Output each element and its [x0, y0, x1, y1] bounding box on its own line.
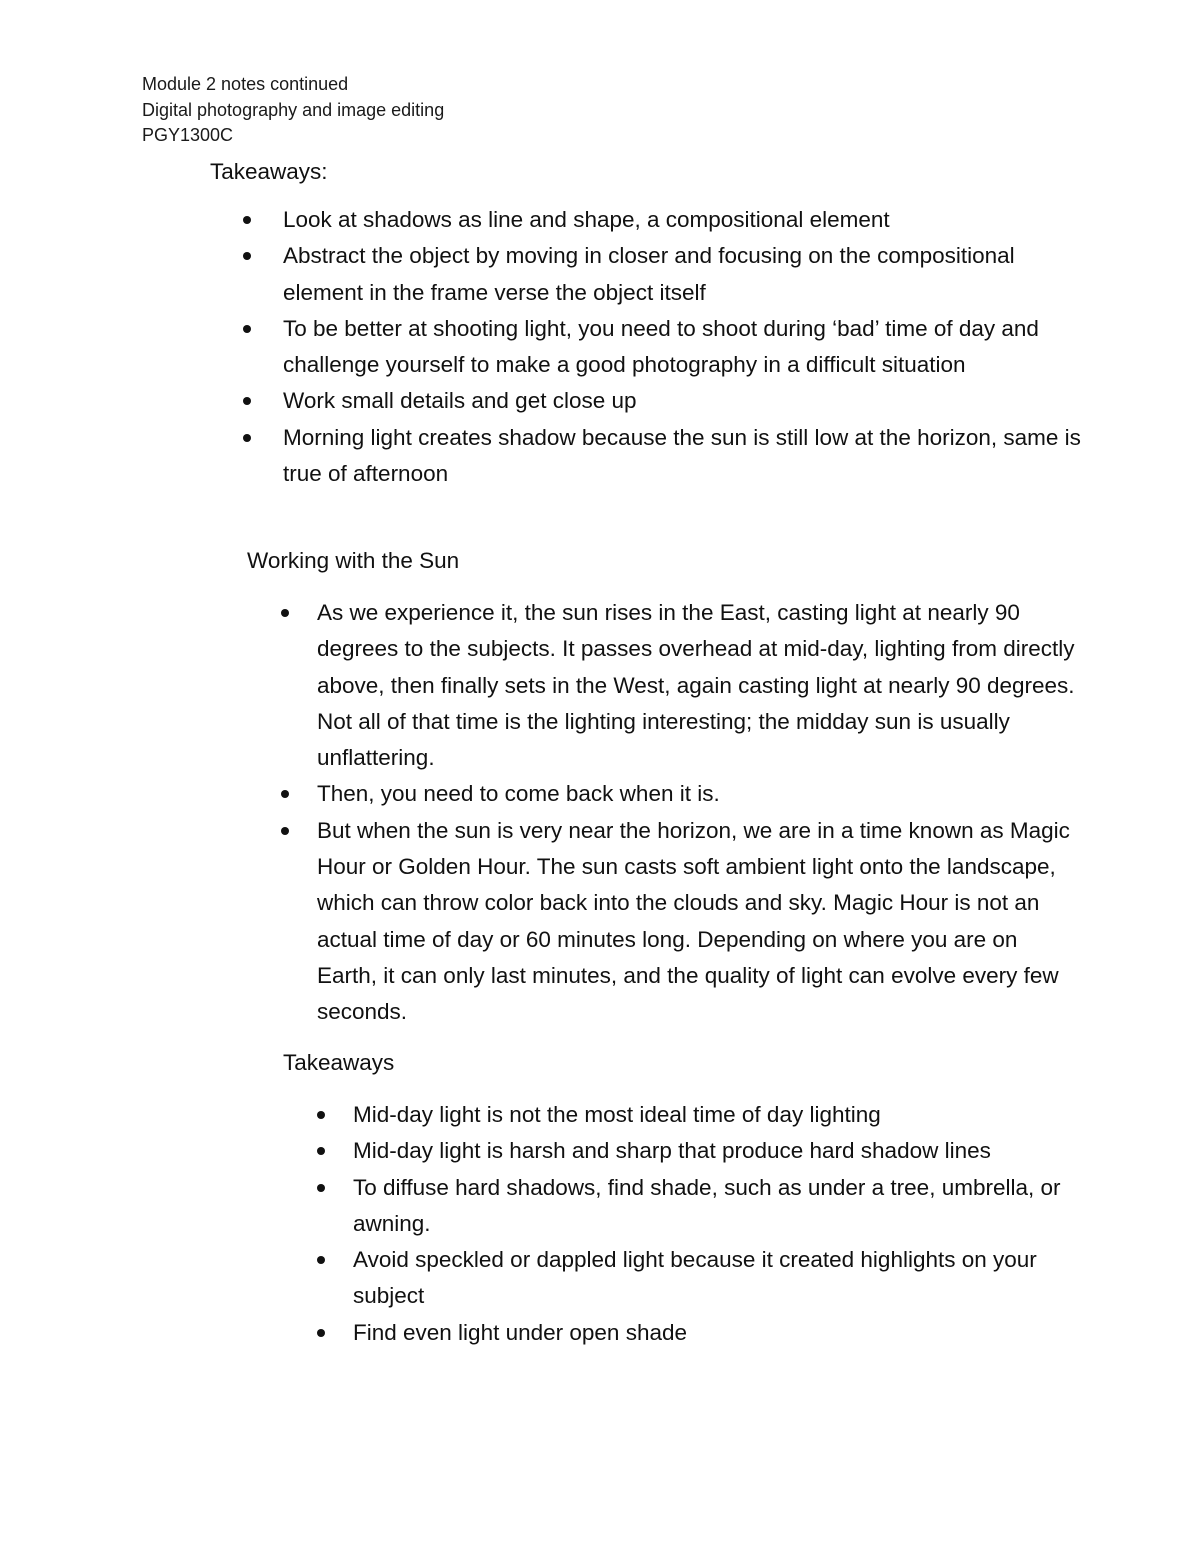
list-item-text: Work small details and get close up [283, 388, 637, 414]
list-item-text: To diffuse hard shadows, find shade, such as under a tree, umbrella, or awning. [353, 1174, 1061, 1236]
list-item-text: But when the sun is very near the horizon, we are in a time known as Magic Hour or Golden Hour. The sun casts soft ambient light onto the landscape, which can throw color back into the clouds and sky. Magic Hour is not an actual time of day or 60 minutes long. Depending on where you are on Earth, it can only last minutes, and the quality of light can evolve every few seconds. [317, 817, 1070, 1025]
bullet-icon [281, 827, 289, 835]
list-item [283, 311, 1083, 384]
bullet-icon [317, 1329, 325, 1337]
list-item-text: Find even light under open shade [353, 1319, 687, 1345]
header-module-line: Module 2 notes continued [142, 74, 349, 94]
list-item [353, 1170, 1073, 1243]
list-item [353, 1133, 1073, 1169]
bullet-icon [243, 252, 251, 260]
bullet-icon [317, 1184, 325, 1192]
section-heading-working-with-sun: Working with the Sun [247, 548, 460, 573]
list-item [353, 1315, 1073, 1351]
bullet-icon [243, 397, 251, 405]
bullet-icon [317, 1111, 325, 1119]
list-item [317, 776, 1077, 812]
section-heading-takeaways-2: Takeaways [283, 1050, 395, 1075]
list-item-text: As we experience it, the sun rises in the East, casting light at nearly 90 degrees to the subjects. It passes overhead at mid-day, lighting from directly above, then finally sets in the West, again casting light at nearly 90 degrees. Not all of that time is the lighting interesting; the midday sun is usually unflattering. [317, 600, 1075, 771]
header-course-title: Digital photography and image editing [142, 99, 445, 120]
list-item-text: To be better at shooting light, you need to shoot during ‘bad’ time of day and challenge yourself to make a good photography in a difficult situation [283, 315, 1039, 378]
header-course-code: PGY1300C [142, 125, 234, 145]
list-item [283, 202, 1083, 238]
list-item [317, 595, 1077, 776]
list-item-text: Avoid speckled or dappled light because it created highlights on your subject [353, 1247, 1037, 1309]
takeaways-list [283, 202, 1083, 492]
list-item-text: Mid-day light is not the most ideal time of day lighting [353, 1102, 881, 1127]
takeaways-list-2 [353, 1097, 1073, 1351]
working-with-sun-list [317, 595, 1077, 1031]
list-item-text: Morning light creates shadow because the sun is still low at the horizon, same is true of afternoon [283, 424, 1081, 487]
bullet-icon [243, 216, 251, 224]
list-item [317, 813, 1077, 1031]
list-item [353, 1242, 1073, 1315]
bullet-icon [243, 325, 251, 333]
section-heading-takeaways: Takeaways: [210, 159, 328, 184]
bullet-icon [317, 1147, 325, 1155]
bullet-icon [317, 1256, 325, 1264]
list-item-text: Look at shadows as line and shape, a compositional element [283, 207, 890, 232]
document-header [142, 72, 444, 149]
list-item-text: Abstract the object by moving in closer and focusing on the compositional element in the frame verse the object itself [283, 243, 1015, 305]
bullet-icon [281, 790, 289, 798]
bullet-icon [243, 434, 251, 442]
list-item-text: Then, you need to come back when it is. [317, 781, 720, 807]
list-item [353, 1097, 1073, 1133]
list-item [283, 383, 1083, 419]
list-item [283, 420, 1083, 493]
bullet-icon [281, 609, 289, 617]
list-item-text: Mid-day light is harsh and sharp that produce hard shadow lines [353, 1138, 991, 1164]
list-item [283, 238, 1083, 311]
